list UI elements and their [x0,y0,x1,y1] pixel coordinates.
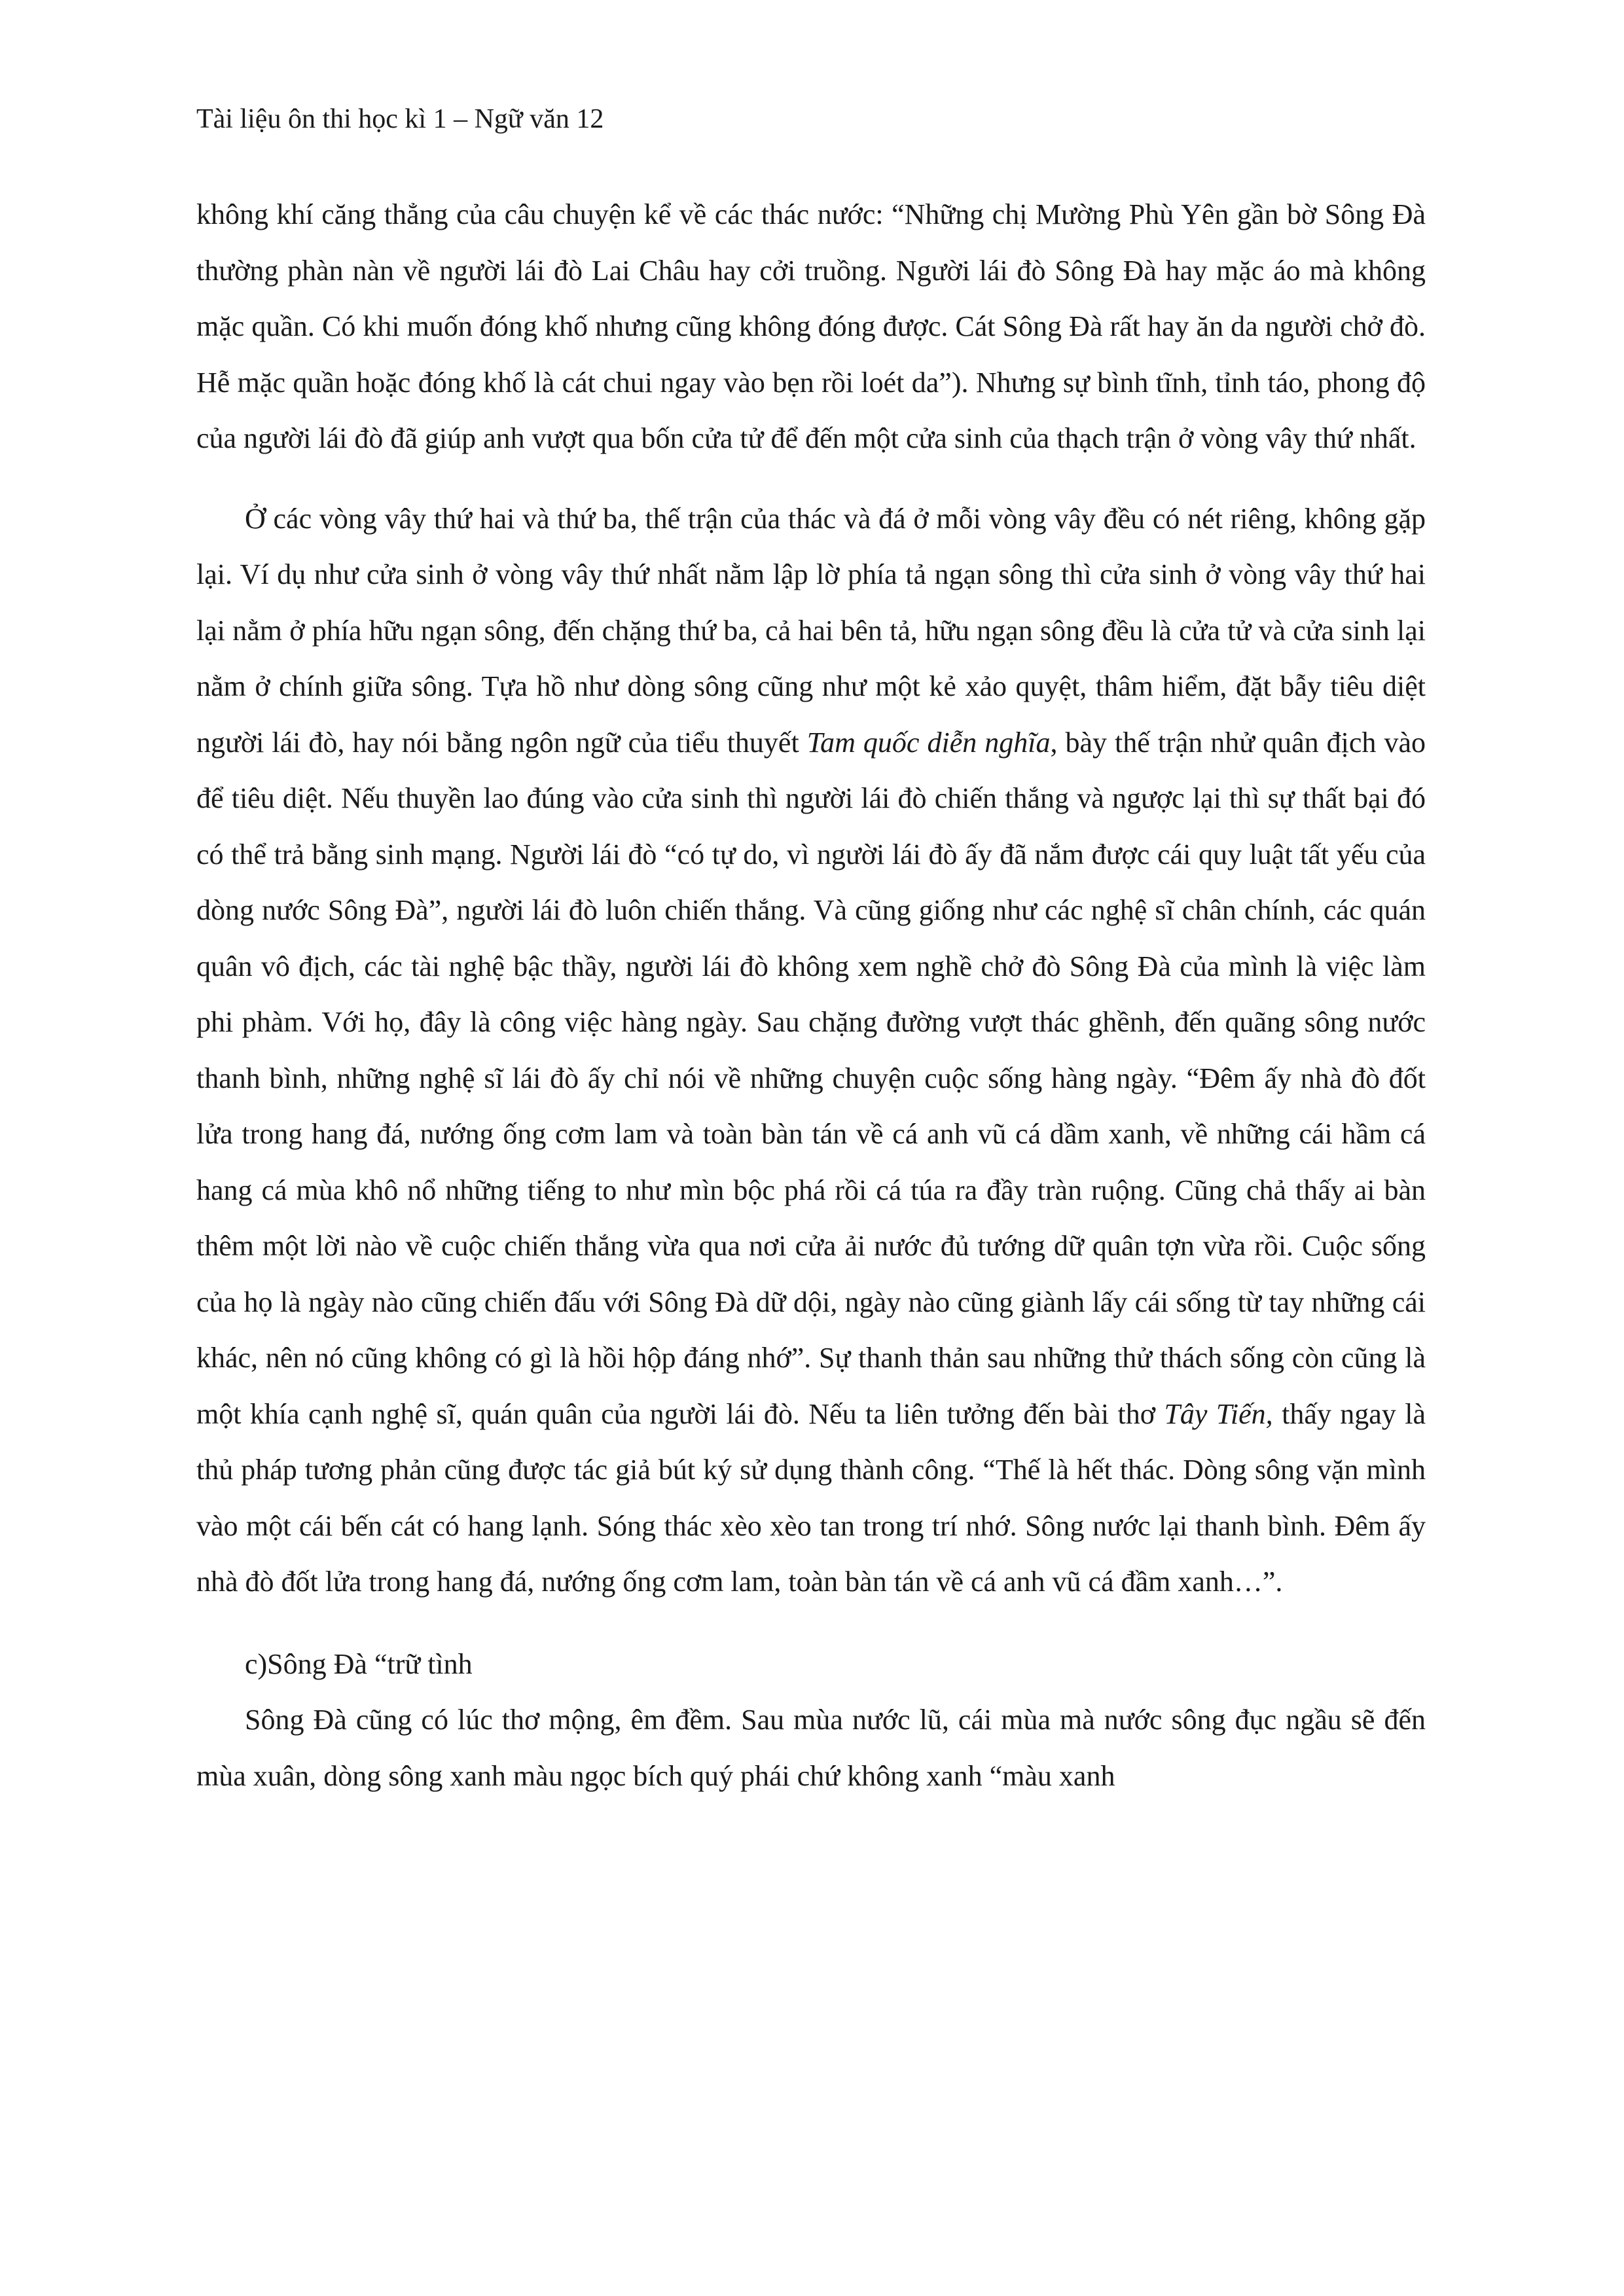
paragraph-encirclements [196,491,1426,1610]
section-heading: c)Sông Đà “trữ tình [245,1647,473,1680]
paragraph-text: , bày thế trận nhử quân địch vào để tiêu diệt. Nếu thuyền lao đúng vào cửa sinh thì người lái đò chiến thắng và ngược lại thì sự thất bại đó có thể trả bằng sinh mạng. Người lái đò “có tự do, vì người lái đò ấy đã nắm được cái quy luật tất yếu của dòng nước Sông Đà”, người lái đò luôn chiến thắng. Và cũng giống như các nghệ sĩ chân chính, các quán quân vô địch, các tài nghệ bậc thầy, người lái đò không xem nghề chở đò Sông Đà của mình là việc làm phi phàm. Với họ, đây là công việc hàng ngày. Sau chặng đường vượt thác ghềnh, đến quãng sông nước thanh bình, những nghệ sĩ lái đò ấy chỉ nói về những chuyện cuộc sống hàng ngày. “Đêm ấy nhà đò đốt lửa trong hang đá, nướng ống cơm lam và toàn bàn tán về cá anh vũ cá dầm xanh, về những cái hầm cá hang cá mùa khô nổ những tiếng to như mìn bộc phá rồi cá túa ra đầy tràn ruộng. Cũng chả thấy ai bàn thêm một lời nào về cuộc chiến thắng vừa qua nơi cửa ải nước đủ tướng dữ quân tợn vừa rồi. Cuộc sống của họ là ngày nào cũng chiến đấu với Sông Đà dữ dội, ngày nào cũng giành lấy cái sống từ tay những cái khác, nên nó cũng không có gì là hồi hộp đáng nhớ”. Sự thanh thản sau những thử thách sống còn cũng là một khía cạnh nghệ sĩ, quán quân của người lái đò. Nếu ta liên tưởng đến bài thơ [196,726,1426,1430]
paragraph-continuation: không khí căng thẳng của câu chuyện kể về các thác nước: “Những chị Mường Phù Yên gần bờ Sông Đà thường phàn nàn về người lái đò Lai Châu hay cởi truồng. Người lái đò Sông Đà hay mặc áo mà không mặc quần. Có khi muốn đóng khố nhưng cũng không đóng được. Cát Sông Đà rất hay ăn da người chở đò. Hễ mặc quần hoặc đóng khố là cát chui ngay vào bẹn rồi loét da”). Nhưng sự bình tĩnh, tỉnh táo, phong độ của người lái đò đã giúp anh vượt qua bốn cửa tử để đến một cửa sinh của thạch trận ở vòng vây thứ nhất. [196,198,1426,454]
poem-title-italic: Tây Tiến, [1164,1397,1273,1430]
running-header: Tài liệu ôn thi học kì 1 – Ngữ văn 12 [196,104,604,134]
paragraph-text: thấy ngay là thủ pháp tương phản cũng được tác giả bút ký sử dụng thành công. “Thế là hết thác. Dòng sông vặn mình vào một cái bến cát có hang lạnh. Sóng thác xèo xèo tan trong trí nhớ. Sông nước lại thanh bình. Đêm ấy nhà đò đốt lửa trong hang đá, nướng ống cơm lam, toàn bàn tán về cá anh vũ cá đầm xanh…”. [196,1397,1426,1598]
paragraph-lyrical: Sông Đà cũng có lúc thơ mộng, êm đềm. Sau mùa nước lũ, cái mùa mà nước sông đục ngầu sẽ đến mùa xuân, dòng sông xanh màu ngọc bích quý phái chứ không xanh “màu xanh [196,1704,1426,1792]
book-title-italic: Tam quốc diễn nghĩa [806,726,1051,759]
document-body [196,187,1426,1804]
paragraph-text: Ở các vòng vây thứ hai và thứ ba, thế trận của thác và đá ở mỗi vòng vây đều có nét riêng, không gặp lại. Ví dụ như cửa sinh ở vòng vây thứ nhất nằm lập lờ phía tả ngạn sông thì cửa sinh ở vòng vây thứ hai lại nằm ở phía hữu ngạn sông, đến chặng thứ ba, cả hai bên tả, hữu ngạn sông đều là cửa tử và cửa sinh lại nằm ở chính giữa sông. Tựa hồ như dòng sông cũng như một kẻ xảo quyệt, thâm hiểm, đặt bẫy tiêu diệt người lái đò, hay nói bằng ngôn ngữ của tiểu thuyết [196,502,1426,759]
